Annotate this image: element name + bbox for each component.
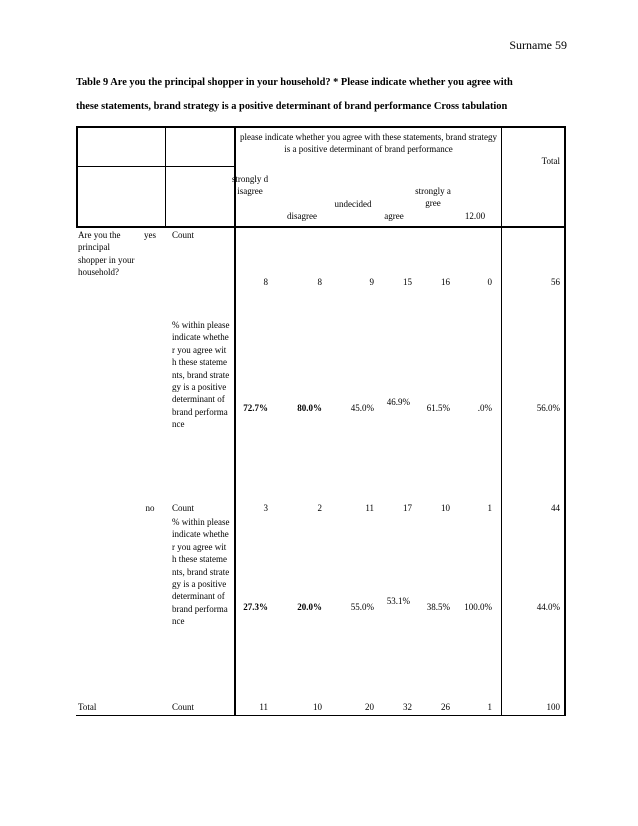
column-header-strongly-disagree: strongly disagree <box>231 174 269 197</box>
header-divider-2 <box>76 226 566 228</box>
no-count-agree: 17 <box>403 503 412 513</box>
yes-pct-agree: 46.9% <box>386 397 410 407</box>
yes-count-strongly-disagree: 8 <box>263 277 268 287</box>
pct-label-yes: % within please indicate whether you agree with these statements, brand strategy is a positive determinant of brand performance <box>172 320 230 430</box>
no-pct-12: 100.0% <box>464 602 492 612</box>
col-divider-a <box>165 126 166 228</box>
yes-count-agree: 15 <box>403 277 412 287</box>
total-count-disagree: 10 <box>313 702 322 712</box>
table-caption-line-1: Table 9 Are you the principal shopper in your household? * Please indicate whether you agree with <box>76 77 513 88</box>
total-row-label: Total <box>78 702 97 712</box>
column-header-strongly-agree: strongly agree <box>415 186 451 209</box>
total-count-total: 100 <box>546 702 560 712</box>
yes-count-12: 0 <box>487 277 492 287</box>
no-pct-strongly-disagree: 27.3% <box>243 602 268 612</box>
yes-pct-12: .0% <box>477 403 492 413</box>
column-header-undecided: undecided <box>334 199 372 209</box>
table-bottom-border <box>76 715 566 716</box>
yes-count-total: 56 <box>551 277 560 287</box>
pct-label-no: % within please indicate whether you agree with these statements, brand strategy is a positive determinant of brand performance <box>172 517 230 627</box>
column-header-12: 12.00 <box>464 211 486 221</box>
table-left-border <box>76 126 78 228</box>
no-count-strongly-agree: 10 <box>441 503 450 513</box>
no-count-12: 1 <box>487 503 492 513</box>
total-count-undecided: 20 <box>365 702 374 712</box>
group-label-yes: yes <box>144 230 156 240</box>
yes-pct-undecided: 45.0% <box>350 403 374 413</box>
yes-pct-strongly-agree: 61.5% <box>426 403 450 413</box>
count-label-no: Count <box>172 503 195 513</box>
no-count-strongly-disagree: 3 <box>263 503 268 513</box>
column-group-header: please indicate whether you agree with these statements, brand strategy is a positive determinant of brand performance <box>240 132 497 155</box>
no-count-disagree: 2 <box>317 503 322 513</box>
col-divider-total <box>501 126 502 716</box>
count-label-yes: Count <box>172 230 195 240</box>
no-pct-undecided: 55.0% <box>350 602 374 612</box>
total-count-label: Count <box>172 702 195 712</box>
header-divider-1 <box>76 166 235 167</box>
column-header-agree: agree <box>384 211 404 221</box>
no-count-undecided: 11 <box>365 503 374 513</box>
total-count-agree: 32 <box>403 702 412 712</box>
total-count-strongly-agree: 26 <box>441 702 450 712</box>
yes-pct-strongly-disagree: 72.7% <box>243 403 268 413</box>
no-pct-agree: 53.1% <box>386 596 410 606</box>
no-pct-strongly-agree: 38.5% <box>426 602 450 612</box>
page-header-surname: Surname 59 <box>509 38 567 52</box>
total-column-header: Total <box>541 156 560 166</box>
row-variable-label: Are you the principal shopper in your household? <box>78 230 135 278</box>
group-label-no: no <box>145 503 155 513</box>
no-pct-total: 44.0% <box>536 602 560 612</box>
table-top-border <box>76 126 566 128</box>
no-pct-disagree: 20.0% <box>297 602 322 612</box>
table-caption-line-2: these statements, brand strategy is a positive determinant of brand performance Cross tabulation <box>76 101 508 112</box>
yes-count-strongly-agree: 16 <box>441 277 450 287</box>
col-divider-b <box>234 126 236 716</box>
total-count-strongly-disagree: 11 <box>259 702 268 712</box>
total-count-12: 1 <box>487 702 492 712</box>
table-right-border <box>564 126 566 716</box>
no-count-total: 44 <box>551 503 560 513</box>
yes-pct-total: 56.0% <box>536 403 560 413</box>
yes-count-undecided: 9 <box>369 277 374 287</box>
column-header-disagree: disagree <box>287 211 317 221</box>
yes-count-disagree: 8 <box>317 277 322 287</box>
yes-pct-disagree: 80.0% <box>297 403 322 413</box>
